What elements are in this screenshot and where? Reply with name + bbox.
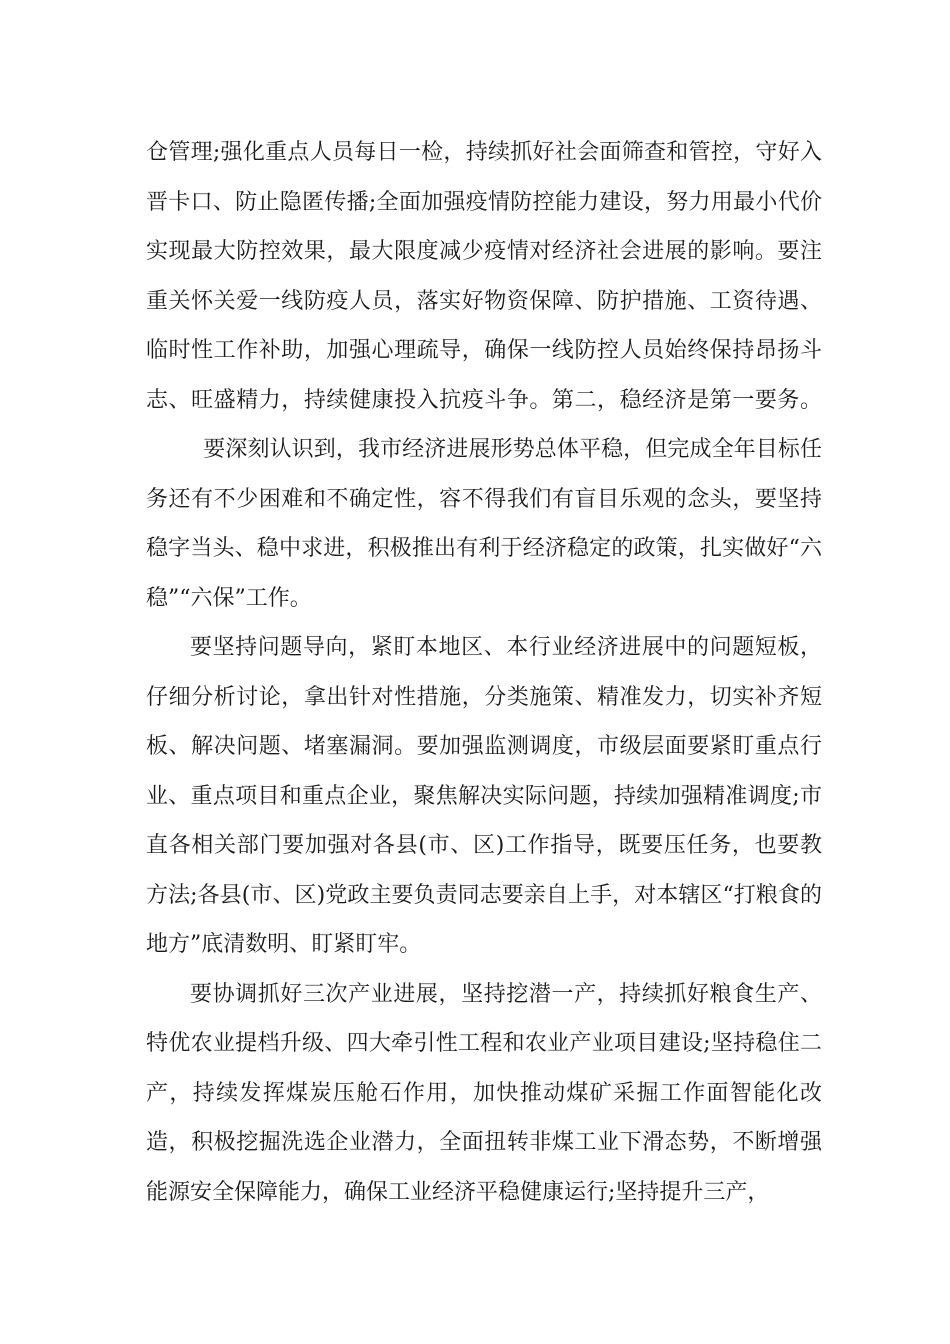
paragraph-1-part-a: 仓管理;强化重点人员每日一检，持续抓好社会面筛查和管控，守好入晋卡口、防止隐匿传播;全面加强疫情防控能力建设，努力用最小代价实现最大防控效果，最大限度减少疫情对经济社会进展的影响。要注重关怀关爱一线防疫人员，落实好物资保障、防护措施、工资待遇、临时性工作补助，加强心理疏导，确保一线防控人员始终保持昂扬斗志、旺盛精力，持续健康投入抗疫斗争。第二，稳经济是第一要务。 (146, 140, 822, 413)
paragraph-3: 要协调抓好三次产业进展，坚持挖潜一产，持续抓好粮食生产、特优农业提档升级、四大牵引性工程和农业产业项目建设;坚持稳住二产，持续发挥煤炭压舱石作用，加快推动煤矿采掘工作面智能化改造，积极挖掘洗选企业潜力，全面扭转非煤工业下滑态势，不断增强能源安全保障能力，确保工业经济平稳健康运行;坚持提升三产， (146, 981, 822, 1205)
document-body (146, 128, 822, 1217)
paragraph-2: 要坚持问题导向，紧盯本地区、本行业经济进展中的问题短板，仔细分析讨论，拿出针对性措施，分类施策、精准发力，切实补齐短板、解决问题、堵塞漏洞。要加强监测调度，市级层面要紧盯重点行业、重点项目和重点企业，聚焦解决实际问题，持续加强精准调度;市直各相关部门要加强对各县(市、区)工作指导，既要压任务，也要教方法;各县(市、区)党政主要负责同志要亲自上手，对本辖区“打粮食的地方”底清数明、盯紧盯牢。 (146, 635, 822, 957)
paragraph-1-part-b: 要深刻认识到，我市经济进展形势总体平稳，但完成全年目标任务还有不少困难和不确定性，容不得我们有盲目乐观的念头，要坚持稳字当头、稳中求进，积极推出有利于经济稳定的政策，扎实做好“六稳”“六保”工作。 (146, 437, 822, 611)
paragraph-1 (146, 128, 822, 623)
